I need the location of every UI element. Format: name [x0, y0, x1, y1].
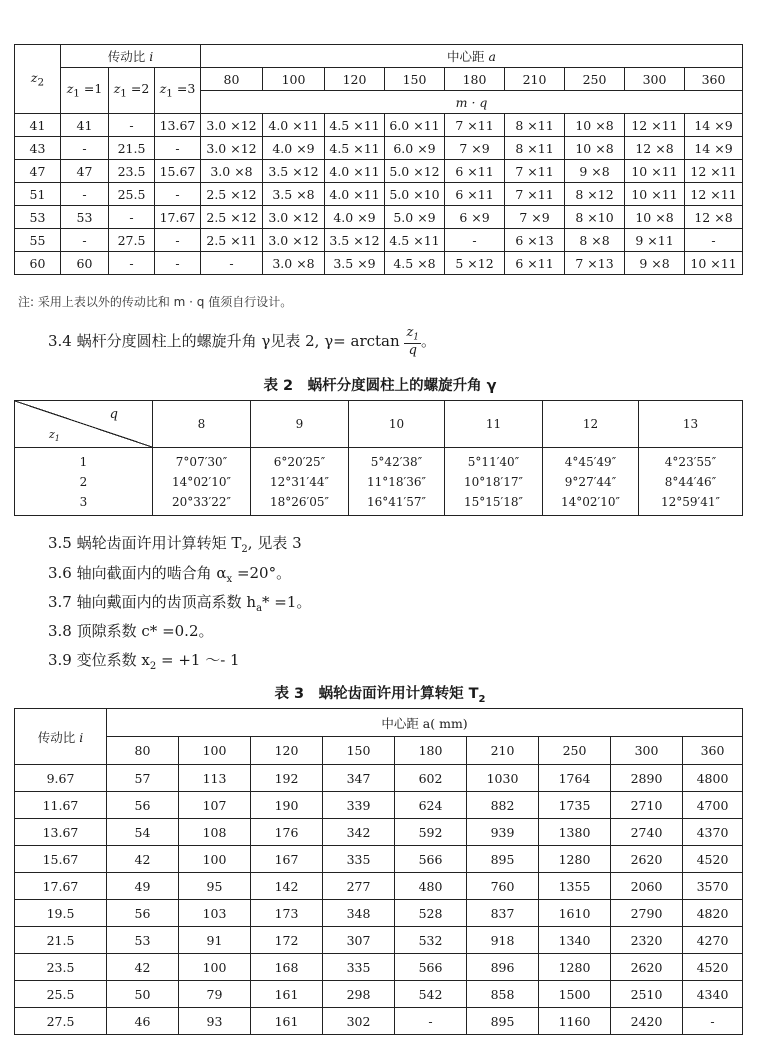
torque-cell: 602 [395, 765, 467, 792]
torque-cell: 302 [323, 1008, 395, 1035]
table-row [15, 846, 743, 873]
table-row [15, 1008, 743, 1035]
torque-cell: 2620 [611, 954, 683, 981]
torque-cell: 760 [467, 873, 539, 900]
torque-cell: 50 [107, 981, 179, 1008]
table-cell: 47 [61, 160, 109, 183]
torque-cell: 4800 [683, 765, 743, 792]
q-header-9: 9 [251, 401, 349, 448]
table-row [15, 981, 743, 1008]
torque-cell: 46 [107, 1008, 179, 1035]
torque-cell: 895 [467, 1008, 539, 1035]
ratio-col-z1-3: $z_1 =3$ [155, 68, 201, 114]
q-header-13: 13 [639, 401, 743, 448]
torque-cell: 100 [179, 954, 251, 981]
torque-cell: 1610 [539, 900, 611, 927]
ratio-cell: 15.67 [15, 846, 107, 873]
table-cell: - [155, 229, 201, 252]
ratio-cell: 9.67 [15, 765, 107, 792]
torque-cell: 2790 [611, 900, 683, 927]
torque-cell: 107 [179, 792, 251, 819]
torque-cell: 91 [179, 927, 251, 954]
angle-cell: 4°45′49″ [543, 448, 639, 473]
torque-cell: 532 [395, 927, 467, 954]
table-cell: 14 ×9 [685, 114, 743, 137]
arctan-fraction: $\frac{z_1}{q}$ [406, 325, 420, 359]
torque-cell: 348 [323, 900, 395, 927]
table1-note: 注: 采用上表以外的传动比和 m · q 值须自行设计。 [18, 295, 293, 309]
table-cell: - [155, 137, 201, 160]
table-cell: 7 ×13 [565, 252, 625, 275]
torque-cell: 528 [395, 900, 467, 927]
section-3-6: 3.6 轴向截面内的啮合角 $\alpha_x =20^\circ$。 [48, 564, 292, 585]
table-cell: 7 ×11 [505, 183, 565, 206]
table-cell: 4.5 ×11 [325, 114, 385, 137]
table-cell: 27.5 [109, 229, 155, 252]
torque-cell: 1280 [539, 846, 611, 873]
torque-cell: 2620 [611, 846, 683, 873]
table-cell: 10 ×8 [565, 137, 625, 160]
torque-cell: 4700 [683, 792, 743, 819]
helix-angle-table [14, 400, 743, 516]
angle-cell: 15°15′18″ [445, 492, 543, 516]
table-cell: 10 ×11 [685, 252, 743, 275]
table-cell: 10 ×11 [625, 183, 685, 206]
torque-cell: 53 [107, 927, 179, 954]
ratio-cell: 25.5 [15, 981, 107, 1008]
table-cell: 15.67 [155, 160, 201, 183]
table-cell: 8 ×8 [565, 229, 625, 252]
distance-header: 中心距 a( mm) [107, 709, 743, 737]
table-cell: 4.5 ×11 [325, 137, 385, 160]
table-cell: - [155, 183, 201, 206]
table-cell: 5.0 ×10 [385, 183, 445, 206]
table-row [15, 114, 743, 137]
angle-cell: 5°11′40″ [445, 448, 543, 473]
table-row [15, 819, 743, 846]
q-header-8: 8 [153, 401, 251, 448]
distance-col-header: 80 [201, 68, 263, 91]
table-cell: 3.5 ×8 [263, 183, 325, 206]
table-cell: 3.5 ×12 [263, 160, 325, 183]
torque-cell: - [395, 1008, 467, 1035]
ratio-cell: 13.67 [15, 819, 107, 846]
torque-cell: 93 [179, 1008, 251, 1035]
torque-cell: 2420 [611, 1008, 683, 1035]
table-cell: 60 [61, 252, 109, 275]
torque-cell: 103 [179, 900, 251, 927]
torque-cell: 56 [107, 900, 179, 927]
table-cell: 7 ×9 [505, 206, 565, 229]
torque-cell: 342 [323, 819, 395, 846]
torque-cell: 49 [107, 873, 179, 900]
table-cell: 4.0 ×11 [263, 114, 325, 137]
table-cell: 5.0 ×12 [385, 160, 445, 183]
table-row [15, 160, 743, 183]
table-cell: 3.0 ×12 [263, 206, 325, 229]
ratio-col-z1-2: $z_1 =2$ [109, 68, 155, 114]
torque-cell: 2710 [611, 792, 683, 819]
angle-cell: 8°44′46″ [639, 472, 743, 492]
torque-cell: 2510 [611, 981, 683, 1008]
angle-cell: 14°02′10″ [153, 472, 251, 492]
table-cell: 3.0 ×12 [201, 114, 263, 137]
table-cell: 10 ×8 [625, 206, 685, 229]
torque-cell: 56 [107, 792, 179, 819]
table-cell: - [201, 252, 263, 275]
table-cell: 4.0 ×11 [325, 160, 385, 183]
torque-cell: 167 [251, 846, 323, 873]
torque-cell: 172 [251, 927, 323, 954]
torque-cell: 566 [395, 954, 467, 981]
ratio-header: 传动比 i [61, 45, 201, 68]
table2-corner: q $z_1$ [15, 401, 153, 448]
table3-caption: 表 3 蜗轮齿面许用计算转矩 $T_2$ [274, 686, 486, 705]
torque-cell: 161 [251, 1008, 323, 1035]
distance-col-header: 120 [251, 737, 323, 765]
table-cell: 8 ×10 [565, 206, 625, 229]
distance-col-header: 210 [505, 68, 565, 91]
table-cell: 2.5 ×12 [201, 183, 263, 206]
torque-cell: 161 [251, 981, 323, 1008]
table-cell: - [155, 252, 201, 275]
table-cell: 4.0 ×9 [263, 137, 325, 160]
table-cell: 21.5 [109, 137, 155, 160]
table-cell: 53 [61, 206, 109, 229]
angle-cell: 11°18′36″ [349, 472, 445, 492]
table-cell: 14 ×9 [685, 137, 743, 160]
table-cell: 23.5 [109, 160, 155, 183]
torque-cell: 1160 [539, 1008, 611, 1035]
table-cell: 12 ×11 [685, 183, 743, 206]
section-3-5: 3.5 蜗轮齿面许用计算转矩 $T_2$, 见表 3 [48, 534, 302, 555]
section-3-7: 3.7 轴向戴面内的齿顶高系数 $h_a* =1$。 [48, 593, 312, 614]
torque-cell: 918 [467, 927, 539, 954]
torque-cell: 1355 [539, 873, 611, 900]
table-cell: 6 ×11 [445, 183, 505, 206]
torque-cell: 2060 [611, 873, 683, 900]
table-cell: 2.5 ×12 [201, 206, 263, 229]
z1-value: 3 [15, 492, 153, 516]
table-cell: - [109, 252, 155, 275]
section-3-9: 3.9 变位系数 $x_2 = +1$ ～- 1 [48, 651, 240, 672]
distance-col-header: 300 [611, 737, 683, 765]
torque-cell: 339 [323, 792, 395, 819]
distance-col-header: 300 [625, 68, 685, 91]
torque-cell: 837 [467, 900, 539, 927]
table-cell: 8 ×12 [565, 183, 625, 206]
table-row [15, 229, 743, 252]
torque-cell: 335 [323, 954, 395, 981]
torque-cell: 42 [107, 954, 179, 981]
table-cell: 4.0 ×9 [325, 206, 385, 229]
table-cell: 12 ×11 [685, 160, 743, 183]
torque-cell: 173 [251, 900, 323, 927]
section-3-4: 3.4 蜗杆分度圆柱上的螺旋升角 γ见表 2, γ= arctan $\frac{z_1}{q}$ 。 [48, 325, 437, 359]
distance-col-header: 180 [445, 68, 505, 91]
torque-cell: 592 [395, 819, 467, 846]
torque-cell: 4820 [683, 900, 743, 927]
table-cell: 6.0 ×11 [385, 114, 445, 137]
table-cell: 3.0 ×12 [263, 229, 325, 252]
torque-cell: 4520 [683, 846, 743, 873]
table-cell: 9 ×8 [565, 160, 625, 183]
table-row [15, 765, 743, 792]
distance-col-header: 210 [467, 737, 539, 765]
torque-cell: 335 [323, 846, 395, 873]
table-cell: - [685, 229, 743, 252]
distance-col-header: 360 [683, 737, 743, 765]
table-cell: 55 [15, 229, 61, 252]
torque-cell: 858 [467, 981, 539, 1008]
q-header-11: 11 [445, 401, 543, 448]
torque-cell: 347 [323, 765, 395, 792]
ratio-cell: 23.5 [15, 954, 107, 981]
ratio-header: 传动比 i [15, 709, 107, 765]
distance-col-header: 100 [179, 737, 251, 765]
table-cell: - [61, 229, 109, 252]
table-cell: 51 [15, 183, 61, 206]
distance-col-header: 250 [539, 737, 611, 765]
distance-col-header: 180 [395, 737, 467, 765]
torque-cell: 1340 [539, 927, 611, 954]
torque-cell: 113 [179, 765, 251, 792]
table-cell: 4.5 ×11 [385, 229, 445, 252]
torque-table [14, 708, 743, 1035]
table-cell: 4.0 ×11 [325, 183, 385, 206]
table-cell: 6 ×13 [505, 229, 565, 252]
gear-ratio-table [14, 44, 743, 275]
distance-header: 中心距 a [201, 45, 743, 68]
torque-cell: 4270 [683, 927, 743, 954]
table-row [15, 183, 743, 206]
table-cell: 12 ×8 [625, 137, 685, 160]
ratio-cell: 17.67 [15, 873, 107, 900]
distance-col-header: 150 [385, 68, 445, 91]
torque-cell: 4370 [683, 819, 743, 846]
table-cell: 3.5 ×12 [325, 229, 385, 252]
torque-cell: 57 [107, 765, 179, 792]
torque-cell: 100 [179, 846, 251, 873]
distance-col-header: 100 [263, 68, 325, 91]
angle-cell: 4°23′55″ [639, 448, 743, 473]
table-cell: - [445, 229, 505, 252]
torque-cell: 1500 [539, 981, 611, 1008]
torque-cell: 939 [467, 819, 539, 846]
table-row [15, 206, 743, 229]
torque-cell: 2740 [611, 819, 683, 846]
torque-cell: 1030 [467, 765, 539, 792]
z2-header: $z_2$ [15, 45, 61, 114]
table-cell: 41 [15, 114, 61, 137]
torque-cell: 2890 [611, 765, 683, 792]
table-cell: 10 ×8 [565, 114, 625, 137]
q-header-10: 10 [349, 401, 445, 448]
table-row [15, 492, 743, 516]
torque-cell: 168 [251, 954, 323, 981]
table-row [15, 927, 743, 954]
torque-cell: 192 [251, 765, 323, 792]
table-cell: 25.5 [109, 183, 155, 206]
torque-cell: 896 [467, 954, 539, 981]
z1-value: 1 [15, 448, 153, 473]
table-cell: 60 [15, 252, 61, 275]
torque-cell: 176 [251, 819, 323, 846]
table-cell: 5 ×12 [445, 252, 505, 275]
table-row [15, 472, 743, 492]
table-cell: 12 ×11 [625, 114, 685, 137]
torque-cell: 79 [179, 981, 251, 1008]
table-row [15, 252, 743, 275]
table-cell: 3.5 ×9 [325, 252, 385, 275]
table-cell: 6.0 ×9 [385, 137, 445, 160]
distance-col-header: 150 [323, 737, 395, 765]
table-cell: 53 [15, 206, 61, 229]
distance-col-header: 250 [565, 68, 625, 91]
ratio-cell: 21.5 [15, 927, 107, 954]
angle-cell: 16°41′57″ [349, 492, 445, 516]
table-row [15, 792, 743, 819]
angle-cell: 12°31′44″ [251, 472, 349, 492]
mq-label: m · q [201, 91, 743, 114]
ratio-col-z1-1: $z_1 =1$ [61, 68, 109, 114]
angle-cell: 18°26′05″ [251, 492, 349, 516]
table-cell: 6 ×11 [445, 160, 505, 183]
table-row [15, 954, 743, 981]
distance-col-header: 360 [685, 68, 743, 91]
torque-cell: 1280 [539, 954, 611, 981]
torque-cell: 542 [395, 981, 467, 1008]
torque-cell: 4520 [683, 954, 743, 981]
table-cell: - [109, 206, 155, 229]
torque-cell: 142 [251, 873, 323, 900]
torque-cell: 624 [395, 792, 467, 819]
torque-cell: 2320 [611, 927, 683, 954]
torque-cell: 307 [323, 927, 395, 954]
table-cell: 5.0 ×9 [385, 206, 445, 229]
torque-cell: 480 [395, 873, 467, 900]
torque-cell: 54 [107, 819, 179, 846]
torque-cell: 1764 [539, 765, 611, 792]
table-row [15, 448, 743, 473]
table-cell: 9 ×8 [625, 252, 685, 275]
table-cell: 3.0 ×12 [201, 137, 263, 160]
torque-cell: 42 [107, 846, 179, 873]
table2-caption: 表 2 蜗杆分度圆柱上的螺旋升角 γ [263, 378, 497, 394]
distance-col-header: 120 [325, 68, 385, 91]
table-cell: - [61, 183, 109, 206]
torque-cell: 4340 [683, 981, 743, 1008]
table-cell: 2.5 ×11 [201, 229, 263, 252]
table-cell: - [109, 114, 155, 137]
torque-cell: 882 [467, 792, 539, 819]
torque-cell: 1380 [539, 819, 611, 846]
q-header-12: 12 [543, 401, 639, 448]
table-cell: 6 ×9 [445, 206, 505, 229]
table-cell: 7 ×9 [445, 137, 505, 160]
ratio-cell: 11.67 [15, 792, 107, 819]
table-cell: 7 ×11 [445, 114, 505, 137]
table-cell: 7 ×11 [505, 160, 565, 183]
angle-cell: 14°02′10″ [543, 492, 639, 516]
angle-cell: 12°59′41″ [639, 492, 743, 516]
torque-cell: 277 [323, 873, 395, 900]
torque-cell: 566 [395, 846, 467, 873]
section-3-8: 3.8 顶隙系数 c* =0.2。 [48, 622, 214, 640]
angle-cell: 10°18′17″ [445, 472, 543, 492]
angle-cell: 5°42′38″ [349, 448, 445, 473]
torque-cell: - [683, 1008, 743, 1035]
table-cell: 8 ×11 [505, 137, 565, 160]
table-cell: - [61, 137, 109, 160]
z1-value: 2 [15, 472, 153, 492]
table-cell: 6 ×11 [505, 252, 565, 275]
angle-cell: 6°20′25″ [251, 448, 349, 473]
torque-cell: 95 [179, 873, 251, 900]
table-cell: 9 ×11 [625, 229, 685, 252]
angle-cell: 20°33′22″ [153, 492, 251, 516]
distance-col-header: 80 [107, 737, 179, 765]
table-cell: 47 [15, 160, 61, 183]
torque-cell: 3570 [683, 873, 743, 900]
angle-cell: 9°27′44″ [543, 472, 639, 492]
table-cell: 43 [15, 137, 61, 160]
torque-cell: 298 [323, 981, 395, 1008]
table-cell: 4.5 ×8 [385, 252, 445, 275]
table-cell: 3.0 ×8 [263, 252, 325, 275]
torque-cell: 895 [467, 846, 539, 873]
table-cell: 10 ×11 [625, 160, 685, 183]
table-row [15, 900, 743, 927]
ratio-cell: 27.5 [15, 1008, 107, 1035]
torque-cell: 190 [251, 792, 323, 819]
table-row [15, 137, 743, 160]
table-cell: 41 [61, 114, 109, 137]
table-cell: 17.67 [155, 206, 201, 229]
table-cell: 12 ×8 [685, 206, 743, 229]
ratio-cell: 19.5 [15, 900, 107, 927]
table-cell: 13.67 [155, 114, 201, 137]
angle-cell: 7°07′30″ [153, 448, 251, 473]
table-row [15, 873, 743, 900]
table-cell: 8 ×11 [505, 114, 565, 137]
torque-cell: 1735 [539, 792, 611, 819]
table-cell: 3.0 ×8 [201, 160, 263, 183]
torque-cell: 108 [179, 819, 251, 846]
